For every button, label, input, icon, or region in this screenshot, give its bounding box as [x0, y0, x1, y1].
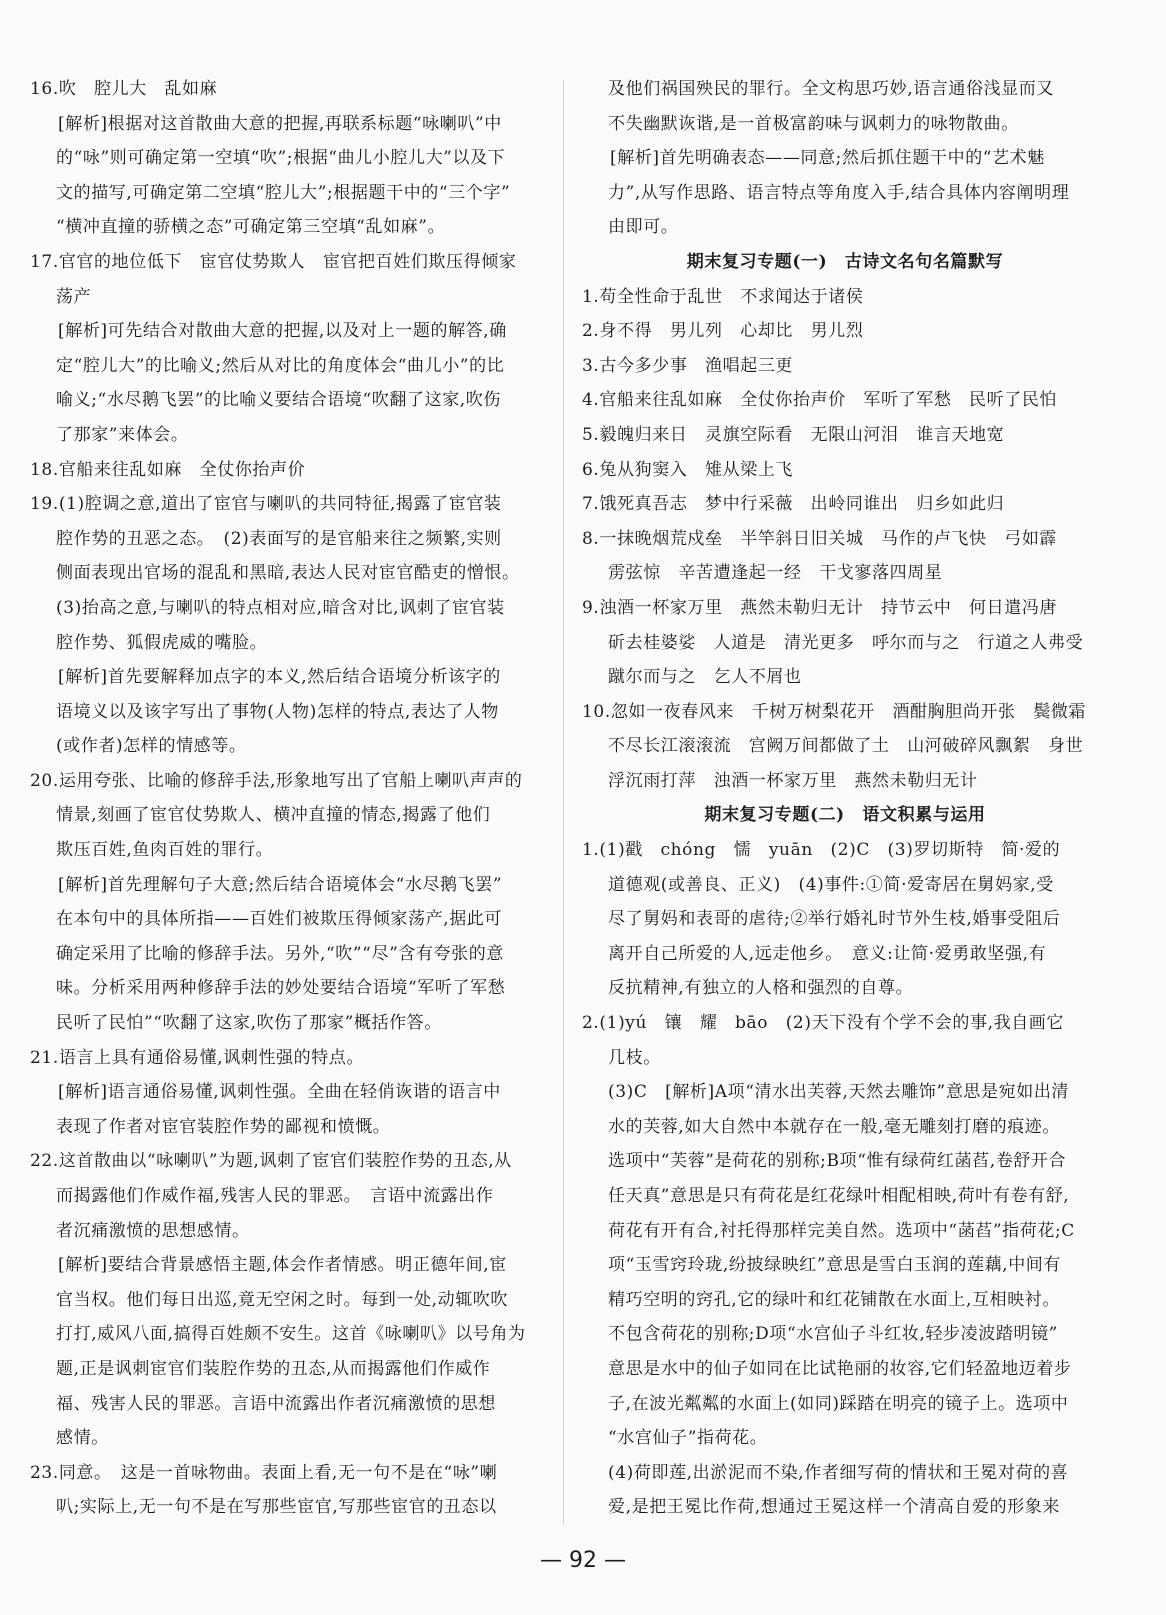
text-line: 语境义以及该字写出了事物(人物)怎样的特点,表达了人物	[56, 701, 499, 722]
text-line: 离开自己所爱的人,远走他乡。 意义:让简·爱勇敢坚强,有	[608, 943, 1047, 964]
text-line: 感情。	[56, 1428, 109, 1449]
text-line: [解析]首先明确表态——同意;然后抓住题干中的“艺术魅	[610, 148, 1045, 169]
text-line: 18.官船来往乱如麻 全仗你抬声价	[30, 459, 306, 480]
text-line: 精巧空明的窍孔,它的绿叶和红花铺散在水面上,互相映衬。	[608, 1289, 1061, 1310]
text-line: 项“玉雪窍玲珑,纷披绿映红”意思是雪白玉润的莲藕,中间有	[608, 1255, 1061, 1276]
text-line: (3)C [解析]A项“清水出芙蓉,天然去雕饰”意思是宛如出清	[608, 1082, 1070, 1103]
text-line: 任天真”意思是只有荷花是红花绿叶相配相映,荷叶有卷有舒,	[608, 1186, 1070, 1206]
text-line: 了那家”来体会。	[56, 424, 189, 445]
text-line: [解析]可先结合对散曲大意的把握,以及对上一题的解答,确	[58, 321, 507, 342]
text-line: 腔作势、狐假虎威的嘴脸。	[56, 632, 268, 653]
text-line: (或作者)怎样的情感等。	[56, 736, 247, 757]
text-line: 道德观(或善良、正义) (4)事件:①简·爱寄居在舅妈家,受	[608, 874, 1054, 895]
text-line: 情景,刻画了宦官仗势欺人、横冲直撞的情态,揭露了他们	[56, 805, 491, 826]
text-line: 2.身不得 男儿列 心却比 男儿烈	[582, 321, 864, 342]
page-number: — 92 —	[540, 1548, 626, 1573]
right-column	[582, 72, 1108, 1525]
text-line: 1.(1)戳 chóng 懦 yuān (2)C (3)罗切斯特 简·爱的	[582, 840, 1061, 861]
text-line: 水的芙蓉,如大自然中本就存在一般,毫无雕刻打磨的痕迹。	[608, 1116, 1061, 1137]
text-line: 蹴尔而与之 乞人不屑也	[608, 667, 802, 688]
text-line: 侧面表现出官场的混乱和黑暗,表达人民对宦官酷吏的憎恨。	[56, 563, 520, 584]
text-line: 意思是水中的仙子如同在比试艳丽的妆容,它们轻盈地迈着步	[608, 1358, 1072, 1379]
text-line: 确定采用了比喻的修辞手法。另外,“吹”“尽”含有夸张的意	[56, 943, 504, 964]
text-line: 7.饿死真吾志 梦中行采薇 出岭同谁出 归乡如此归	[582, 494, 1005, 515]
text-line: 5.毅魄归来日 灵旗空际看 无限山河泪 谁言天地宽	[582, 424, 1005, 445]
text-line: 雳弦惊 辛苦遭逢起一经 干戈寥落四周星	[608, 563, 943, 584]
text-line: 16.吹 腔儿大 乱如麻	[30, 79, 218, 99]
text-line: 19.(1)腔调之意,道出了宦官与喇叭的共同特征,揭露了宦官装	[30, 494, 502, 515]
text-line: 爱,是把王冕比作荷,想通过王冕这样一个清高自爱的形象来	[608, 1497, 1061, 1518]
text-line: 民听了民怕”“吹翻了这家,吹伤了那家”概括作答。	[56, 1013, 442, 1034]
text-line: 题,正是讽刺宦官们装腔作势的丑态,从而揭露他们作威作	[56, 1358, 491, 1379]
text-line: 喻义;“水尽鹅飞罢”的比喻义要结合语境“吹翻了这家,吹伤	[56, 390, 502, 411]
text-line: 9.浊酒一杯家万里 燕然未勒归无计 持节云中 何日遣冯唐	[582, 597, 1058, 618]
text-line: (3)抬高之意,与喇叭的特点相对应,暗含对比,讽刺了宦官装	[56, 597, 505, 618]
column-divider	[563, 80, 564, 1525]
text-line: 子,在波光粼粼的水面上(如同)踩踏在明亮的镜子上。选项中	[608, 1393, 1069, 1414]
text-line: 1.苟全性命于乱世 不求闻达于诸侯	[582, 286, 864, 307]
text-line: 味。分析采用两种修辞手法的妙处要结合语境“军听了军愁	[56, 978, 506, 999]
text-line: 反抗精神,有独立的人格和强烈的自尊。	[608, 978, 914, 999]
left-column	[30, 72, 556, 1525]
text-line: (4)荷即莲,出淤泥而不染,作者细写荷的情状和王冕对荷的喜	[608, 1462, 1069, 1483]
text-line: 不尽长江滚滚流 宫阙万间都做了土 山河破碎风飘絮 身世	[608, 736, 1084, 757]
text-line: [解析]要结合背景感悟主题,体会作者情感。明正德年间,宦	[58, 1255, 507, 1276]
text-line: 浮沉雨打萍 浊酒一杯家万里 燕然未勒归无计	[608, 770, 978, 791]
text-line: 斫去桂婆娑 人道是 清光更多 呼尔而与之 行道之人弗受	[608, 632, 1084, 653]
text-line: 腔作势的丑恶之态。 (2)表面写的是官船来往之频繁,实则	[56, 528, 502, 549]
text-line: 荡产	[56, 286, 92, 307]
text-line: 23.同意。 这是一首咏物曲。表面上看,无一句不是在“咏”喇	[30, 1462, 498, 1483]
text-line: 表现了作者对宦官装腔作势的鄙视和愤慨。	[56, 1116, 391, 1137]
text-line: 8.一抹晚烟荒戍垒 半竿斜日旧关城 马作的卢飞快 弓如霹	[582, 528, 1058, 549]
section-heading: 期末复习专题(一) 古诗文名句名篇默写	[686, 251, 1004, 272]
text-line: 6.兔从狗窦入 雉从梁上飞	[582, 459, 794, 480]
text-line: 不包含荷花的别称;D项“水宫仙子斗红妆,轻步凌波踏明镜”	[608, 1324, 1058, 1345]
section-heading: 期末复习专题(二) 语文积累与运用	[704, 805, 986, 826]
text-line: 17.官官的地位低下 宦官仗势欺人 宦官把百姓们欺压得倾家	[30, 251, 517, 272]
text-line: 4.官船来往乱如麻 全仗你抬声价 军听了军愁 民听了民怕	[582, 390, 1058, 411]
text-line: 选项中“芙蓉”是荷花的别称;B项“惟有绿荷红菡萏,卷舒开合	[608, 1151, 1067, 1172]
text-line: 及他们祸国殃民的罪行。全文构思巧妙,语言通俗浅显而又	[608, 79, 1055, 99]
text-line: 不失幽默诙谐,是一首极富韵味与讽刺力的咏物散曲。	[608, 113, 1019, 134]
text-line: 由即可。	[608, 217, 679, 238]
text-line: 欺压百姓,鱼肉百姓的罪行。	[56, 840, 274, 861]
text-line: 定“腔儿大”的比喻义;然后从对比的角度体会“曲儿小”的比	[56, 355, 505, 376]
text-line: 21.语言上具有通俗易懂,讽刺性强的特点。	[30, 1047, 365, 1068]
text-line: 尽了舅妈和表哥的虐待;②举行婚礼时节外生枝,婚事受阻后	[608, 909, 1061, 930]
text-line: 10.忽如一夜春风来 千树万树梨花开 酒酣胸胆尚开张 鬓微霜	[582, 701, 1087, 722]
text-line: 22.这首散曲以“咏喇叭”为题,讽刺了宦官们装腔作势的丑态,从	[30, 1151, 512, 1172]
text-line: 官当权。他们每日出巡,竟无空闲之时。每到一处,动辄吹吹	[56, 1289, 509, 1310]
text-line: 而揭露他们作威作福,残害人民的罪恶。 言语中流露出作	[56, 1186, 494, 1206]
text-line: 力”,从写作思路、语言特点等角度入手,结合具体内容阐明理	[608, 182, 1070, 203]
text-line: 20.运用夸张、比喻的修辞手法,形象地写出了官船上喇叭声声的	[30, 770, 523, 791]
text-line: “横冲直撞的骄横之态”可确定第三空填“乱如麻”。	[56, 217, 446, 238]
text-line: [解析]语言通俗易懂,讽刺性强。全曲在轻俏诙谐的语言中	[58, 1082, 501, 1103]
text-line: 几枝。	[608, 1047, 661, 1068]
text-line: 打打,威风八面,搞得百姓颇不安生。这首《咏喇叭》以号角为	[56, 1324, 526, 1345]
text-line: 叭;实际上,无一句不是在写那些宦官,写那些宦官的丑态以	[56, 1497, 497, 1518]
text-line: “水宫仙子”指荷花。	[608, 1428, 768, 1449]
text-line: [解析]根据对这首散曲大意的把握,再联系标题“咏喇叭”中	[58, 113, 502, 134]
text-line: [解析]首先理解句子大意;然后结合语境体会“水尽鹅飞罢”	[58, 874, 503, 895]
text-line: 3.古今多少事 渔唱起三更	[582, 355, 794, 376]
text-line: 者沉痛激愤的思想感情。	[56, 1220, 250, 1241]
text-line: 在本句中的具体所指——百姓们被欺压得倾家荡产,据此可	[56, 909, 503, 930]
text-line: 的“咏”则可确定第一空填“吹”;根据“曲儿小腔儿大”以及下	[56, 148, 506, 169]
text-line: 文的描写,可确定第二空填“腔儿大”;根据题干中的“三个字”	[56, 182, 511, 203]
text-line: 福、残害人民的罪恶。言语中流露出作者沉痛激愤的思想	[56, 1393, 496, 1414]
text-line: 2.(1)yú 镶 耀 bāo (2)天下没有个学不会的事,我自画它	[582, 1013, 1064, 1034]
text-line: 荷花有开有合,衬托得那样完美自然。选项中“菡萏”指荷花;C	[608, 1220, 1075, 1241]
text-line: [解析]首先要解释加点字的本义,然后结合语境分析该字的	[58, 667, 501, 688]
